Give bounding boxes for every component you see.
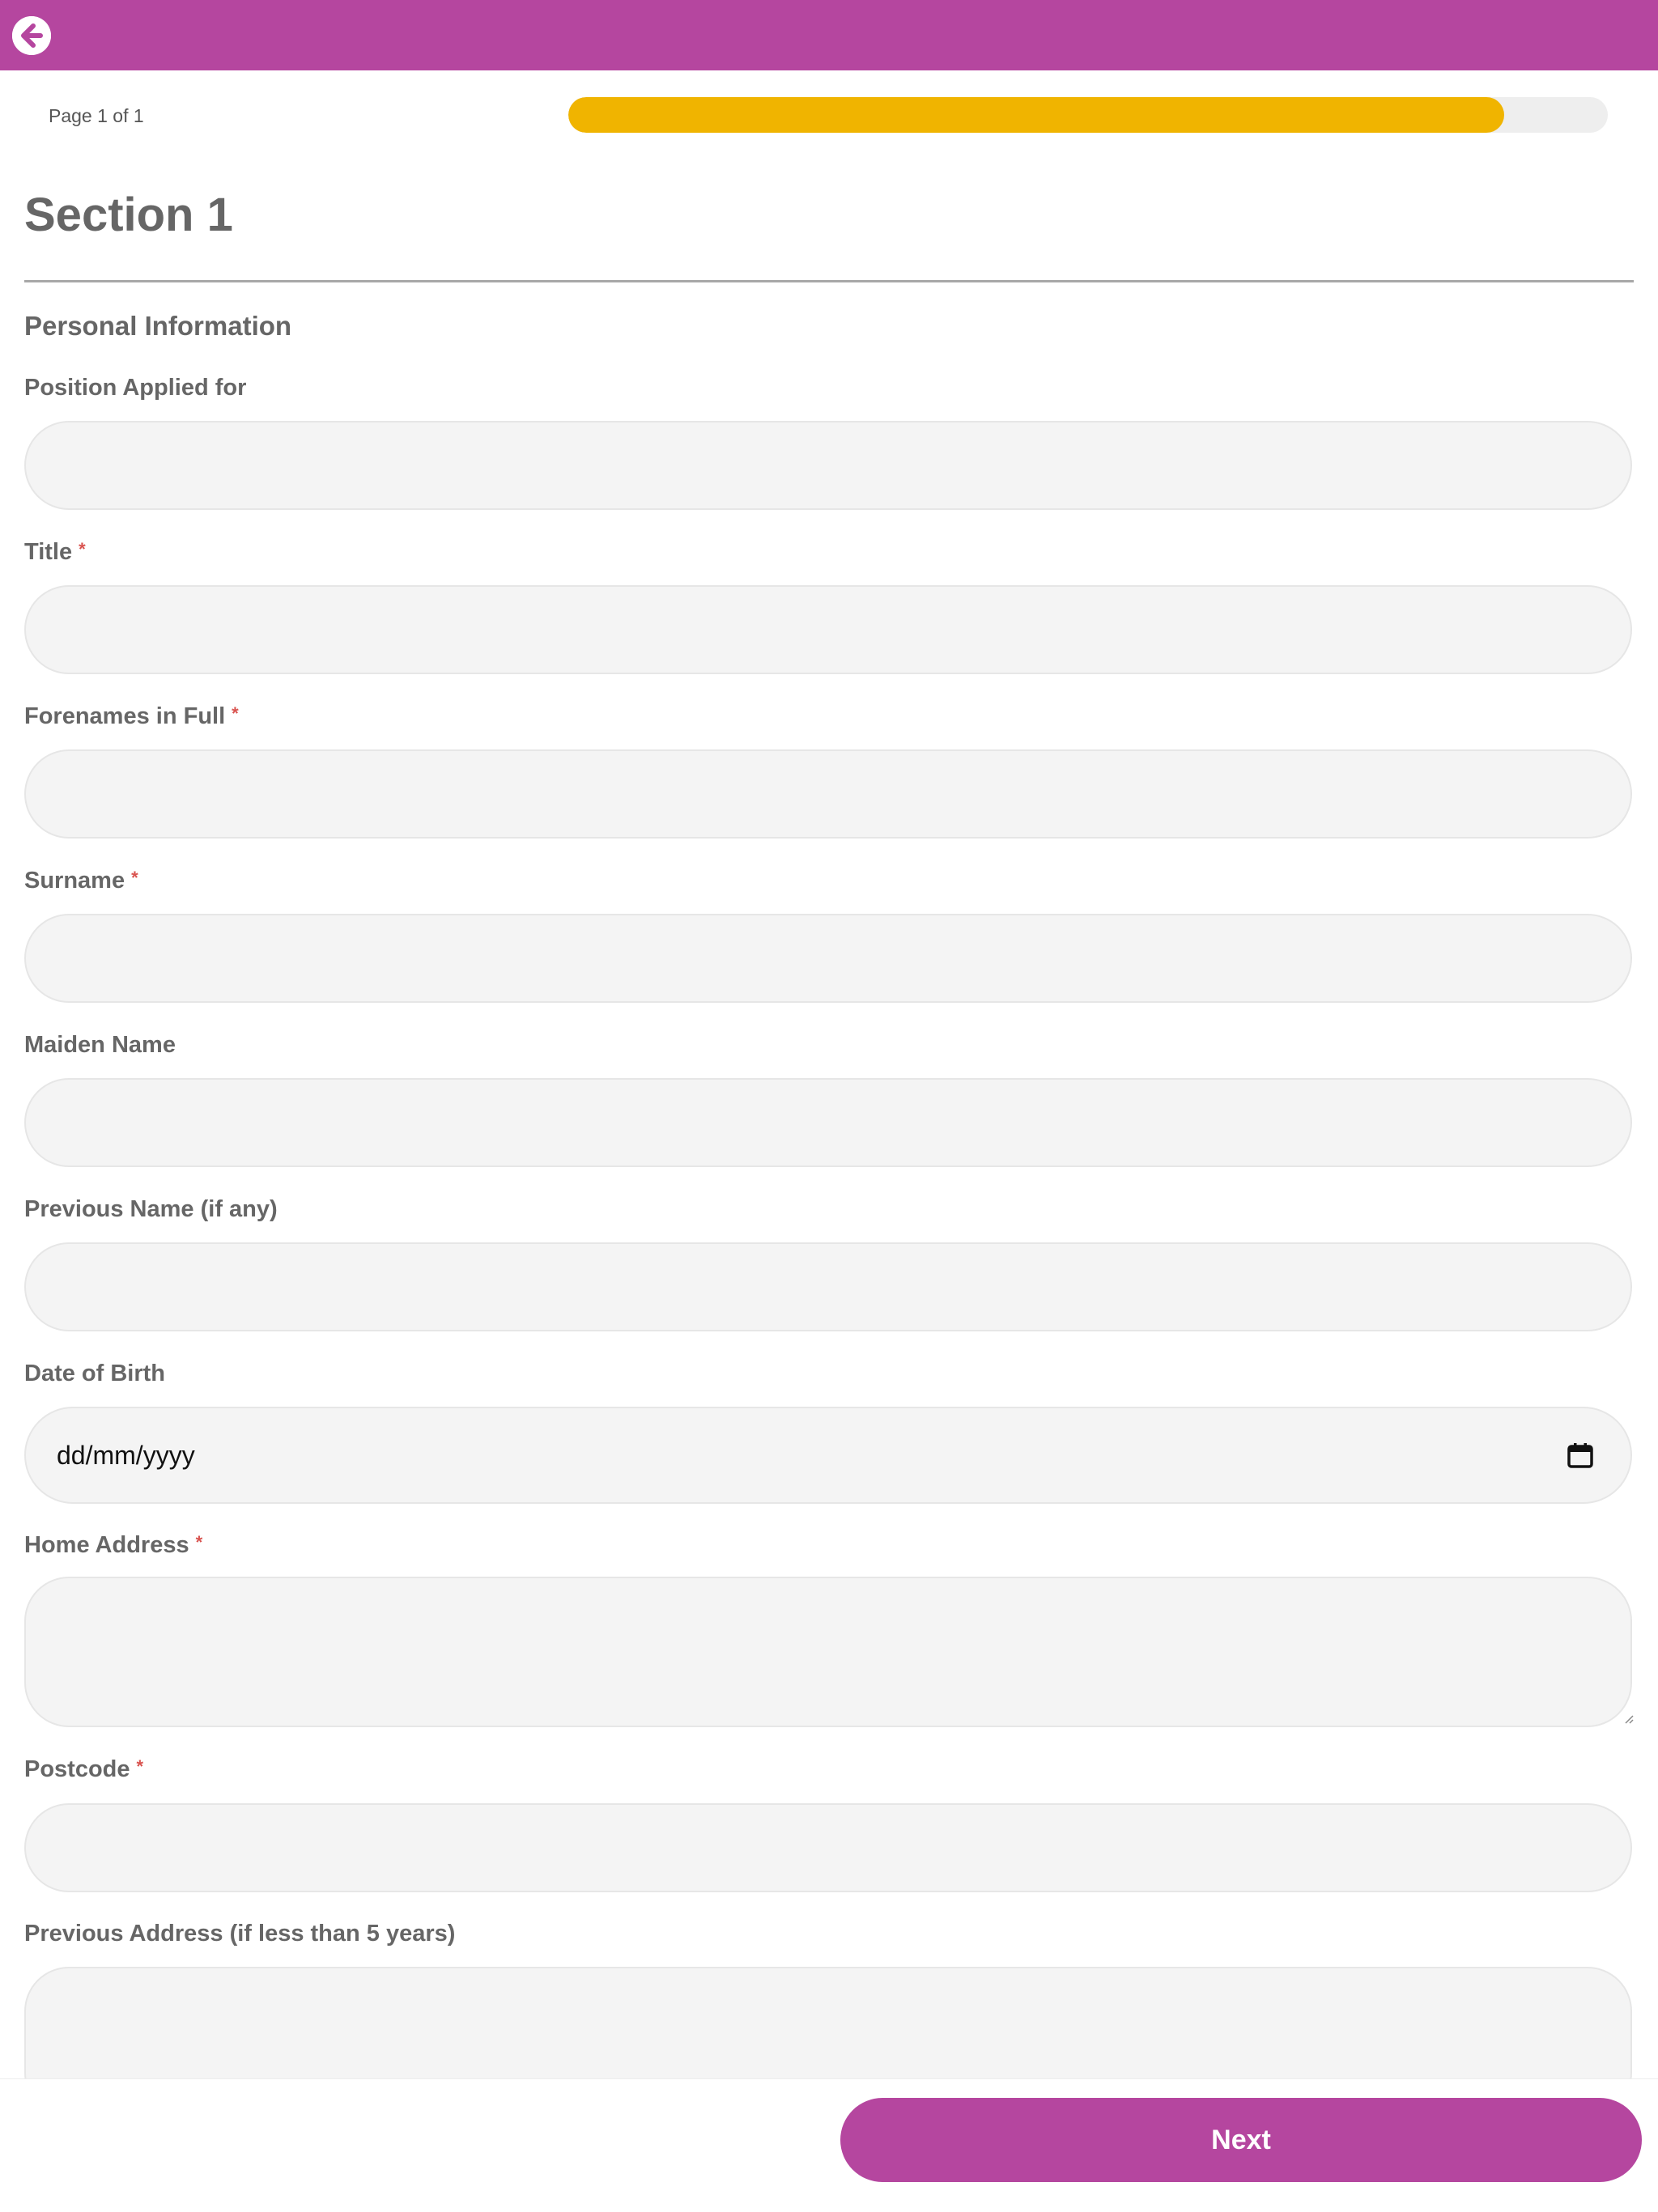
top-bar xyxy=(0,0,1658,70)
page-indicator: Page 1 of 1 xyxy=(49,105,144,126)
previous-name-label: Previous Name (if any) xyxy=(24,1196,278,1222)
date-of-birth-input[interactable] xyxy=(24,1407,1632,1504)
required-mark: * xyxy=(131,868,138,888)
progress-bar-fill xyxy=(568,97,1504,133)
home-address-label: Home Address * xyxy=(24,1532,203,1558)
subsection-title: Personal Information xyxy=(24,311,292,341)
required-mark: * xyxy=(136,1756,144,1777)
title-label: Title * xyxy=(24,539,86,565)
resize-grip-icon[interactable] xyxy=(1624,1714,1634,1724)
forenames-label: Forenames in Full * xyxy=(24,703,239,729)
calendar-icon[interactable] xyxy=(1566,1441,1595,1470)
surname-label: Surname * xyxy=(24,868,138,894)
maiden-name-label: Maiden Name xyxy=(24,1032,176,1058)
required-mark: * xyxy=(79,539,86,559)
surname-input[interactable] xyxy=(24,914,1632,1003)
section-divider xyxy=(24,280,1634,282)
maiden-name-input[interactable] xyxy=(24,1078,1632,1167)
date-of-birth-label: Date of Birth xyxy=(24,1361,165,1386)
section-title: Section 1 xyxy=(24,189,233,241)
position-applied-label: Position Applied for xyxy=(24,375,247,401)
postcode-label: Postcode * xyxy=(24,1756,144,1782)
progress-bar xyxy=(568,97,1608,133)
previous-name-input[interactable] xyxy=(24,1242,1632,1331)
date-placeholder: dd/mm/yyyy xyxy=(57,1441,195,1470)
next-button[interactable]: Next xyxy=(840,2098,1642,2182)
postcode-input[interactable] xyxy=(24,1803,1632,1892)
position-applied-input[interactable] xyxy=(24,421,1632,510)
home-address-textarea[interactable] xyxy=(24,1577,1632,1727)
previous-address-label: Previous Address (if less than 5 years) xyxy=(24,1921,456,1947)
arrow-left-circle-icon xyxy=(12,16,51,55)
title-input[interactable] xyxy=(24,585,1632,674)
back-button[interactable] xyxy=(12,16,51,55)
forenames-input[interactable] xyxy=(24,749,1632,839)
required-mark: * xyxy=(195,1532,203,1552)
required-mark: * xyxy=(232,703,239,724)
